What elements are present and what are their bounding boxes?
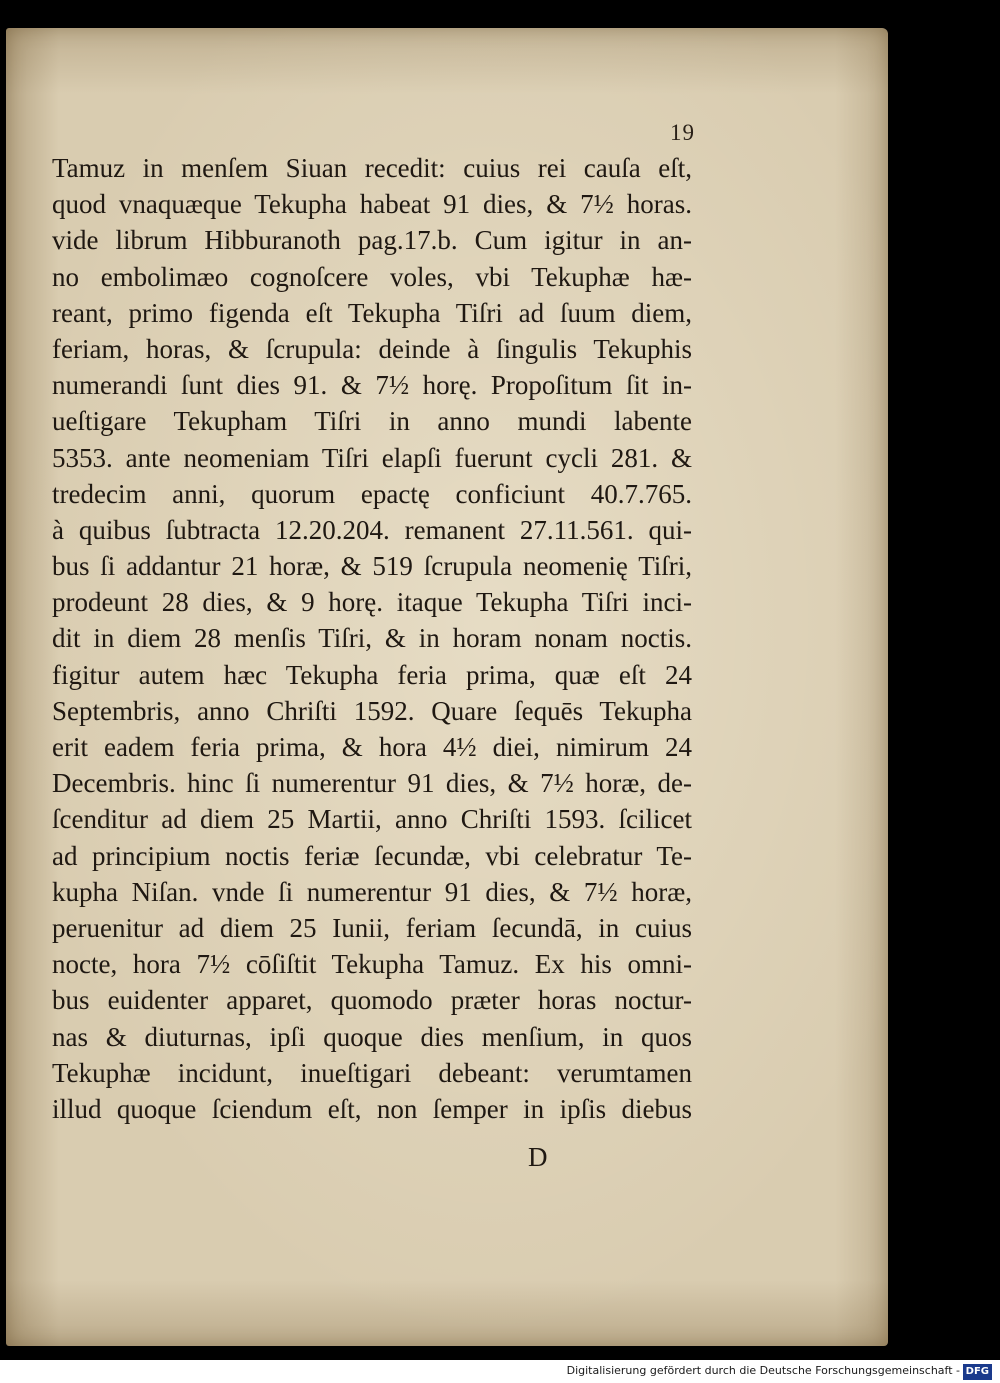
text-line: bus ſi addantur 21 horæ, & 519 ſcrupula neomenię Tiſri, (52, 551, 692, 582)
text-line: illud quoque ſciendum eſt, non ſemper in ipſis diebus (52, 1093, 692, 1124)
text-line: Tekuphæ incidunt, inueſtigari debeant: verumtamen (52, 1057, 692, 1088)
text-line: ſcenditur ad diem 25 Martii, anno Chriſti 1593. ſcilicet (52, 804, 692, 835)
text-line: no embolimæo cognoſcere voles, vbi Tekuphæ hæ- (52, 261, 692, 292)
text-line: dit in diem 28 menſis Tiſri, & in horam nonam noctis. (52, 623, 692, 654)
text-line: ueſtigare Tekupham Tiſri in anno mundi labente (52, 406, 692, 437)
text-line: Decembris. hinc ſi numerentur 91 dies, & 7½ horæ, de- (52, 768, 692, 799)
signature-mark: D (528, 1142, 548, 1172)
body-text (52, 150, 692, 1127)
text-line: numerandi ſunt dies 91. & 7½ horę. Propoſitum ſit in- (52, 370, 692, 401)
text-line: tredecim anni, quorum epactę conficiunt 40.7.765. (52, 478, 692, 509)
text-line: nas & diuturnas, ipſi quoque dies menſium, in quos (52, 1021, 692, 1052)
text-line: Tamuz in menſem Siuan recedit: cuius rei cauſa eſt, (52, 153, 692, 183)
text-line: bus euidenter apparet, quomodo præter horas noctur- (52, 985, 692, 1016)
text-line: figitur autem hæc Tekupha feria prima, quæ eſt 24 (52, 659, 692, 690)
text-line: ad principium noctis feriæ ſecundæ, vbi celebratur Te- (52, 840, 692, 871)
text-line: Septembris, anno Chriſti 1592. Quare ſequēs Tekupha (52, 695, 692, 726)
text-line: prodeunt 28 dies, & 9 horę. itaque Tekupha Tiſri inci- (52, 587, 692, 618)
dfg-logo: DFG (963, 1364, 992, 1380)
text-line: vide librum Hibburanoth pag.17.b. Cum igitur in an- (52, 225, 692, 256)
text-line: 5353. ante neomeniam Tiſri elapſi fuerunt cycli 281. & (52, 442, 692, 473)
text-line: à quibus ſubtracta 12.20.204. remanent 27.11.561. qui- (52, 514, 692, 545)
footer-bar (0, 1360, 1000, 1383)
text-line: erit eadem feria prima, & hora 4½ diei, nimirum 24 (52, 732, 692, 762)
funding-notice: Digitalisierung gefördert durch die Deutsche Forschungsgemeinschaft - (566, 1364, 960, 1377)
text-line: nocte, hora 7½ cōſiſtit Tekupha Tamuz. Ex his omni- (52, 949, 692, 980)
text-line: quod vnaquæque Tekupha habeat 91 dies, & 7½ horas. (52, 189, 692, 220)
text-line: feriam, horas, & ſcrupula: deinde à ſingulis Tekuphis (52, 333, 692, 364)
book-page (6, 28, 888, 1346)
page-number: 19 (670, 120, 695, 145)
text-line: peruenitur ad diem 25 Iunii, feriam ſecundā, in cuius (52, 912, 692, 943)
text-line: reant, primo figenda eſt Tekupha Tiſri ad ſuum diem, (52, 297, 692, 328)
text-line: kupha Niſan. vnde ſi numerentur 91 dies, & 7½ horæ, (52, 876, 692, 907)
